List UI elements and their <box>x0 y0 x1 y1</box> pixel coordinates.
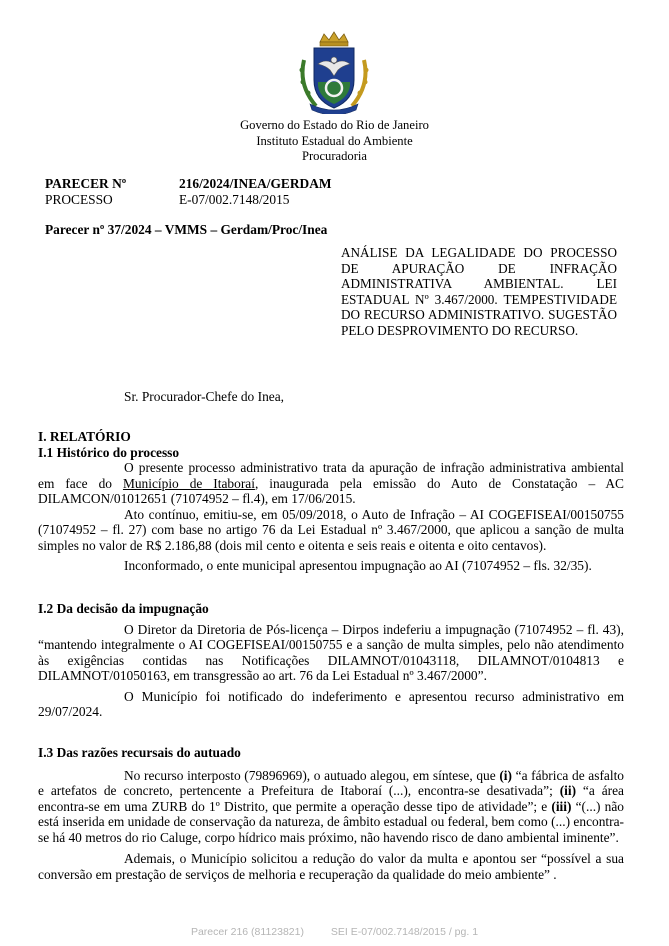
paragraph-decisao-2: O Município foi notificado do indeferimento e apresentou recurso administrativo em 29/07/2024. <box>38 688 624 719</box>
text-fragment: “(...) não está inserida em unidade de conservação da natureza, de âmbito estadual ou federal, bem como (...) encontra-se há 40 metros do rio Caluge, corpo hídrico mais próximo, não havendo risco de dano ambiental iminente”. <box>38 798 624 845</box>
processo-label: PROCESSO <box>45 191 113 207</box>
enum-ii: (ii) <box>559 783 577 798</box>
enum-iii: (iii) <box>551 798 572 814</box>
text-fragment: “a área encontra-se em uma ZURB do 1º Distrito, que permite a operação desse tipo de atividade”; e <box>38 783 624 814</box>
ementa: ANÁLISE DA LEGALIDADE DO PROCESSO DE APURAÇÃO DE INFRAÇÃO ADMINISTRATIVA AMBIENTAL. LEI ESTADUAL Nº 3.467/2000. TEMPESTIVIDADE DO RECURSO ADMINISTRATIVO. SUGESTÃO PELO DESPROVIMENTO DO RECURSO. <box>341 245 617 338</box>
page-footer <box>0 925 669 941</box>
salutation: Sr. Procurador-Chefe do Inea, <box>124 389 284 404</box>
text-fragment: No recurso interposto (79896969), o autuado alegou, em síntese, que <box>124 767 500 783</box>
coat-of-arms-icon <box>296 30 372 114</box>
parecer-number: 216/2024/INEA/GERDAM <box>179 176 332 191</box>
header-government: Governo do Estado do Rio de Janeiro <box>240 118 429 132</box>
text-fragment: O presente processo administrativo trata da apuração de infração administrativa ambiental em face do <box>38 460 624 491</box>
processo-number: E-07/002.7148/2015 <box>179 191 290 207</box>
subsection-historico: I.1 Histórico do processo <box>38 444 180 460</box>
municipio-link: Município de Itaboraí <box>122 475 255 491</box>
subsection-razoes: I.3 Das razões recursais do autuado <box>38 745 241 760</box>
parecer-reference: Parecer nº 37/2024 – VMMS – Gerdam/Proc/Inea <box>45 222 328 237</box>
paragraph-razoes-2: Ademais, o Município solicitou a redução do valor da multa e apontou ser “possível a sua conversão em prestação de serviços de melhoria e recuperação da qualidade do meio ambiente” . <box>38 851 624 882</box>
section-razoes <box>38 745 624 882</box>
paragraph-decisao-1: O Diretor da Diretoria de Pós-licença – Dirpos indeferiu a impugnação (71074952 – fl. 43), “mantendo integralmente o AI COGEFISEAI/00150755 e a sanção de multa simples, pelo não atendimento às exigências contidas nas Notificações DILAMNOT/01043118, DILAMNOT/0104813 e DILAMNOT/01050163, em transgressão ao art. 76 da Lei Estadual nº 3.467/2000”. <box>38 621 624 683</box>
paragraph-historico-1 <box>38 460 624 507</box>
paragraph-historico-3: Inconformado, o ente municipal apresentou impugnação ao AI (71074952 – fls. 32/35). <box>124 558 592 573</box>
section-title: I. RELATÓRIO <box>38 429 131 444</box>
header-procuradoria: Procuradoria <box>301 149 368 163</box>
section-decisao <box>38 601 624 720</box>
footer-sei: SEI E-07/002.7148/2015 / pg. 1 <box>330 926 479 938</box>
paragraph-razoes-1 <box>38 768 624 846</box>
text-fragment: “a fábrica de asfalto e artefatos de concreto, pertencente a Prefeitura de Itaboraí (...), encontra-se desativada”; <box>38 767 624 798</box>
document-meta <box>45 176 332 207</box>
section-relatorio <box>38 429 624 574</box>
header-institute: Instituto Estadual do Ambiente <box>256 133 413 148</box>
paragraph-historico-2: Ato contínuo, emitiu-se, em 05/09/2018, o Auto de Infração – AI COGEFISEAI/00150755 (71074952 – fl. 27) com base no artigo 76 da Lei Estadual nº 3.467/2000, que aplicou a sanção de multa simples no valor de R$ 2.186,88 (dois mil cento e oitenta e seis reais e oitenta e oito centavos). <box>38 506 624 553</box>
institution-header <box>0 118 669 165</box>
enum-i: (i) <box>499 767 512 783</box>
parecer-label: PARECER Nº <box>45 176 127 191</box>
footer-parecer: Parecer 216 (81123821) <box>190 926 304 938</box>
text-fragment: , inaugurada pela emissão do Auto de Constatação – AC DILAMCON/01012651 (71074952 – fl.4), em 17/06/2015. <box>38 475 624 506</box>
subsection-decisao: I.2 Da decisão da impugnação <box>38 601 209 616</box>
